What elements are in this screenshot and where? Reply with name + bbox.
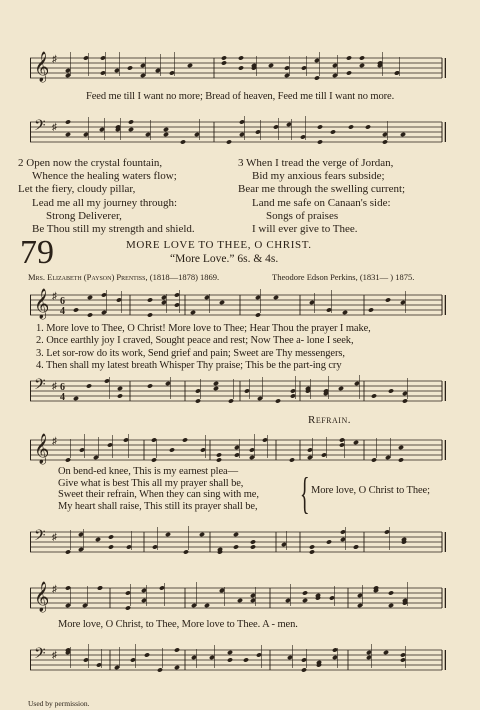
- verse-3: 3 When I tread the verge of Jordan, Bid my anxious fears subside; Bear me through the swelling current; Land me safe on Canaan's side: Songs of praises I will ever give to Thee.: [238, 157, 406, 236]
- svg-text:♯: ♯: [52, 54, 57, 65]
- permission-note: Used by permission.: [28, 699, 90, 708]
- svg-text:𝄢: 𝄢: [34, 376, 46, 397]
- hymn-title: MORE LOVE TO THEE, O CHRIST.: [126, 239, 312, 251]
- svg-text:𝄢: 𝄢: [34, 117, 46, 138]
- svg-text:𝄢: 𝄢: [34, 645, 46, 666]
- svg-text:♯: ♯: [52, 532, 57, 543]
- staff-system-4-treble: [30, 578, 446, 622]
- svg-text:♯: ♯: [52, 381, 57, 392]
- composer-credit: Theodore Edson Perkins, (1831— ) 1875.: [272, 272, 415, 282]
- svg-text:𝄢: 𝄢: [34, 527, 46, 548]
- second-system-lyrics: On bend-ed knee, This is my earnest plea— Give what is best This all my prayer shall be, Sweet their refrain, When they can sing with me, My heart shall raise, This still its prayer shall be,: [58, 466, 259, 512]
- svg-text:♯: ♯: [52, 584, 57, 595]
- stanza-lines: 1. More love to Thee, O Christ! More love to Thee; Hear Thou the prayer I make, 2. Once earthly joy I craved, Sought peace and rest; Now Thee a- lone I seek, 3. Let sor-row do its work, Send grief and pain; Sweet are Thy messengers, 4. Then shall my latest breath Whisper Thy praise; This be the part-ing cry: [36, 323, 371, 372]
- svg-text:6: 6: [60, 382, 65, 393]
- staff-system-4-bass: [30, 640, 446, 684]
- svg-text:♯: ♯: [52, 291, 57, 302]
- refrain-text: More love, O Christ to Thee;: [311, 485, 430, 496]
- staff-system-1-treble: [30, 48, 446, 92]
- top-refrain-lyric: Feed me till I want no more; Bread of heaven, Feed me till I want no more.: [86, 91, 395, 102]
- hymn-number: 79: [20, 234, 54, 271]
- svg-text:♯: ♯: [52, 650, 57, 661]
- svg-text:4: 4: [60, 392, 65, 403]
- staff-system-1-bass: [30, 112, 446, 156]
- svg-text:𝄞: 𝄞: [34, 434, 50, 464]
- author-credit: Mrs. Elizabeth (Payson) Prentiss, (1818—1878) 1869.: [28, 272, 220, 282]
- tune-name: “More Love.” 6s. & 4s.: [170, 253, 279, 265]
- final-lyric-line: More love, O Christ, to Thee, More love to Thee. A - men.: [58, 619, 298, 630]
- svg-text:𝄞: 𝄞: [34, 289, 50, 319]
- svg-text:♯: ♯: [52, 122, 57, 133]
- svg-text:6: 6: [60, 296, 65, 307]
- staff-system-3-bass: [30, 522, 446, 566]
- verse-2: 2 Open now the crystal fountain, Whence the healing waters flow; Let the fiery, cloudy pillar, Lead me all my journey through: Strong Deliverer, Be Thou still my strength and shield.: [18, 157, 195, 236]
- svg-text:♯: ♯: [52, 436, 57, 447]
- staff-system-2-bass: [30, 371, 446, 415]
- lyric-brace: {: [300, 469, 310, 518]
- svg-text:𝄞: 𝄞: [34, 52, 50, 82]
- refrain-label: Refrain.: [308, 414, 351, 426]
- svg-text:𝄞: 𝄞: [34, 582, 50, 612]
- svg-text:4: 4: [60, 306, 65, 317]
